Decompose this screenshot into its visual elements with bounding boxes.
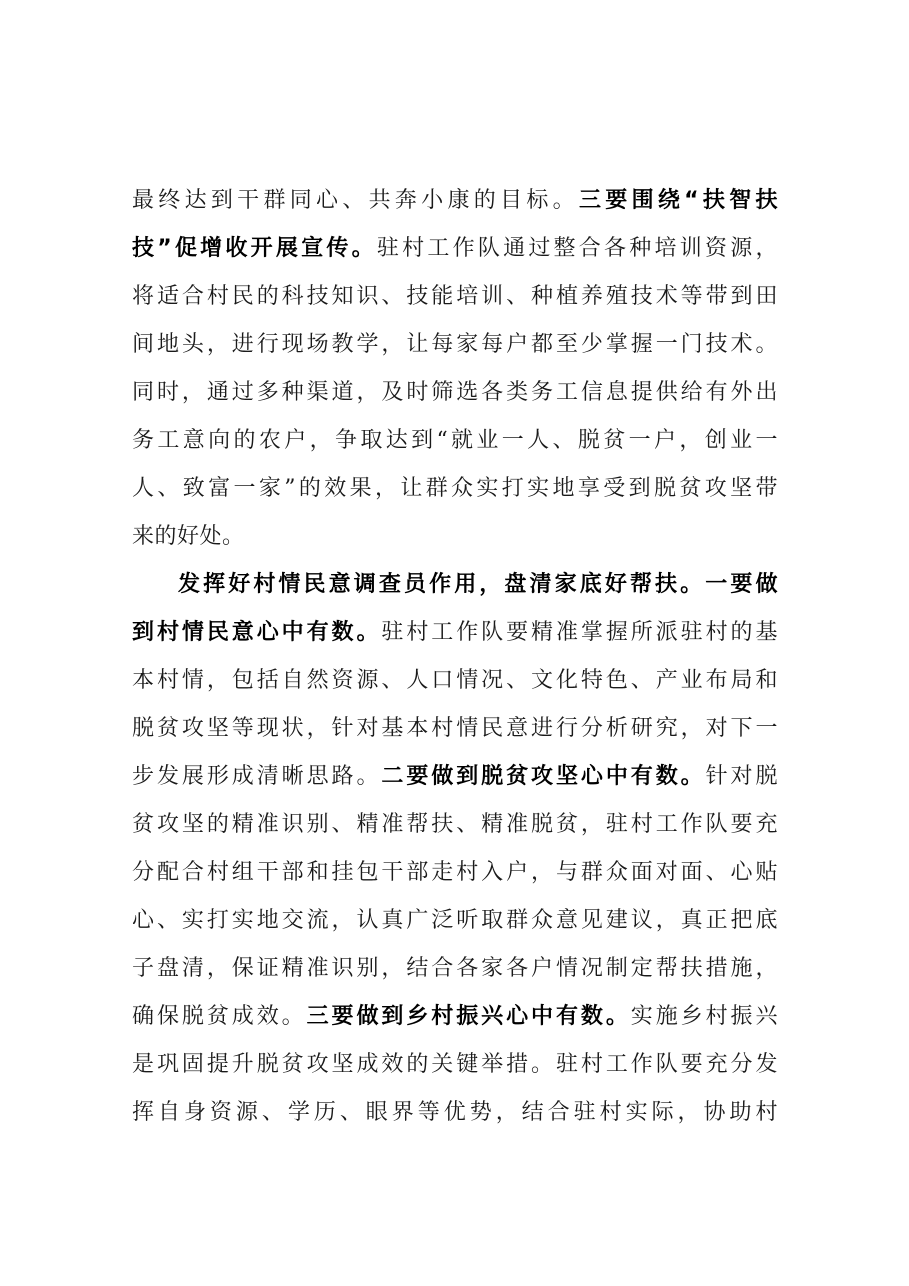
text-line: 发挥好村情民意调查员作用，盘清家底好帮扶。一要做 [178, 572, 778, 597]
text-line: 分配合村组干部和挂包干部走村入户，与群众面对面、心贴 [132, 860, 778, 885]
text-line: 将适合村民的科技知识、技能培训、种植养殖技术等带到田 [132, 284, 778, 309]
text-line: 确保脱贫成效。三要做到乡村振兴心中有数。实施乡村振兴 [132, 1004, 778, 1029]
text-line: 来的好处。 [132, 524, 245, 549]
text-line: 贫攻坚的精准识别、精准帮扶、精准脱贫，驻村工作队要充 [132, 812, 778, 837]
text-line: 到村情民意心中有数。驻村工作队要精准掌握所派驻村的基 [132, 620, 778, 645]
text-line: 同时，通过多种渠道，及时筛选各类务工信息提供给有外出 [132, 380, 778, 405]
text-line: 是巩固提升脱贫攻坚成效的关键举措。驻村工作队要充分发 [132, 1052, 778, 1077]
text-line: 技”促增收开展宣传。驻村工作队通过整合各种培训资源， [132, 236, 778, 261]
text-line: 最终达到干群同心、共奔小康的目标。三要围绕“扶智扶 [132, 188, 778, 213]
text-line: 子盘清，保证精准识别，结合各家各户情况制定帮扶措施， [132, 956, 778, 981]
text-line: 心、实打实地交流，认真广泛听取群众意见建议，真正把底 [132, 908, 778, 933]
text-line: 步发展形成清晰思路。二要做到脱贫攻坚心中有数。针对脱 [132, 764, 778, 789]
text-line: 脱贫攻坚等现状，针对基本村情民意进行分析研究，对下一 [132, 716, 778, 741]
text-line: 务工意向的农户，争取达到“就业一人、脱贫一户，创业一 [132, 428, 778, 453]
text-line: 间地头，进行现场教学，让每家每户都至少掌握一门技术。 [132, 332, 778, 357]
text-line: 人、致富一家”的效果，让群众实打实地享受到脱贫攻坚带 [132, 476, 778, 501]
text-line: 挥自身资源、学历、眼界等优势，结合驻村实际，协助村 [132, 1100, 778, 1125]
text-line: 本村情，包括自然资源、人口情况、文化特色、产业布局和 [132, 668, 778, 693]
